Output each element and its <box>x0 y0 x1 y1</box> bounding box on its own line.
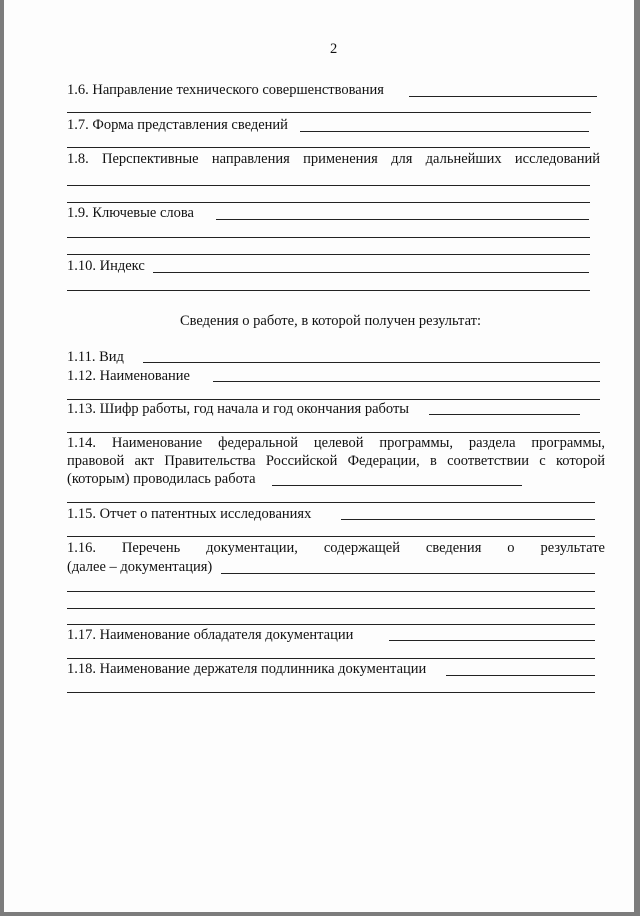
fill-line <box>409 96 597 97</box>
fill-line <box>67 147 590 148</box>
fill-line <box>67 608 595 609</box>
page-number: 2 <box>330 41 338 57</box>
fill-line <box>67 502 595 503</box>
fill-line <box>67 112 591 113</box>
fill-line <box>143 362 600 363</box>
fill-line <box>67 591 595 592</box>
field-label-1-7: 1.7. Форма представления сведений <box>67 117 288 133</box>
fill-line <box>67 237 590 238</box>
fill-line <box>67 290 590 291</box>
field-label-1-14-line1: 1.14. Наименование федеральной целевой программы, раздела программы, <box>67 435 605 451</box>
field-label-1-13: 1.13. Шифр работы, год начала и год окончания работы <box>67 401 410 417</box>
fill-line <box>67 202 590 203</box>
field-label-1-11: 1.11. Вид <box>67 349 124 365</box>
fill-line <box>272 485 522 486</box>
fill-line <box>341 519 595 520</box>
fill-line <box>213 381 600 382</box>
fill-line <box>67 185 590 186</box>
field-label-1-8: 1.8. Перспективные направления применения для дальнейших исследований <box>67 151 600 167</box>
field-label-1-17: 1.17. Наименование обладателя документации <box>67 627 354 643</box>
fill-line <box>446 675 595 676</box>
fill-line <box>429 414 580 415</box>
fill-line <box>67 658 595 659</box>
fill-line <box>67 692 595 693</box>
field-label-1-16-line1: 1.16. Перечень документации, содержащей сведения о результате <box>67 540 605 556</box>
fill-line <box>67 536 595 537</box>
field-label-1-12: 1.12. Наименование <box>67 368 190 384</box>
fill-line <box>67 254 590 255</box>
field-label-1-14-line2: правовой акт Правительства Российской Федерации, в соответствии с которой <box>67 453 605 469</box>
fill-line <box>389 640 595 641</box>
field-label-1-15: 1.15. Отчет о патентных исследованиях <box>67 506 312 522</box>
fill-line <box>216 219 589 220</box>
fill-line <box>300 131 589 132</box>
fill-line <box>221 573 595 574</box>
section-heading: Сведения о работе, в которой получен результат: <box>180 313 481 329</box>
field-label-1-10: 1.10. Индекс <box>67 258 145 274</box>
field-label-1-18: 1.18. Наименование держателя подлинника документации <box>67 661 427 677</box>
fill-line <box>67 432 600 433</box>
fill-line <box>67 399 600 400</box>
fill-line <box>67 624 595 625</box>
fill-line <box>153 272 589 273</box>
field-label-1-6: 1.6. Направление технического совершенствования <box>67 82 384 98</box>
field-label-1-16-line2: (далее – документация) <box>67 559 213 575</box>
document-page <box>4 0 634 912</box>
field-label-1-14-line3: (которым) проводилась работа <box>67 471 256 487</box>
field-label-1-9: 1.9. Ключевые слова <box>67 205 194 221</box>
